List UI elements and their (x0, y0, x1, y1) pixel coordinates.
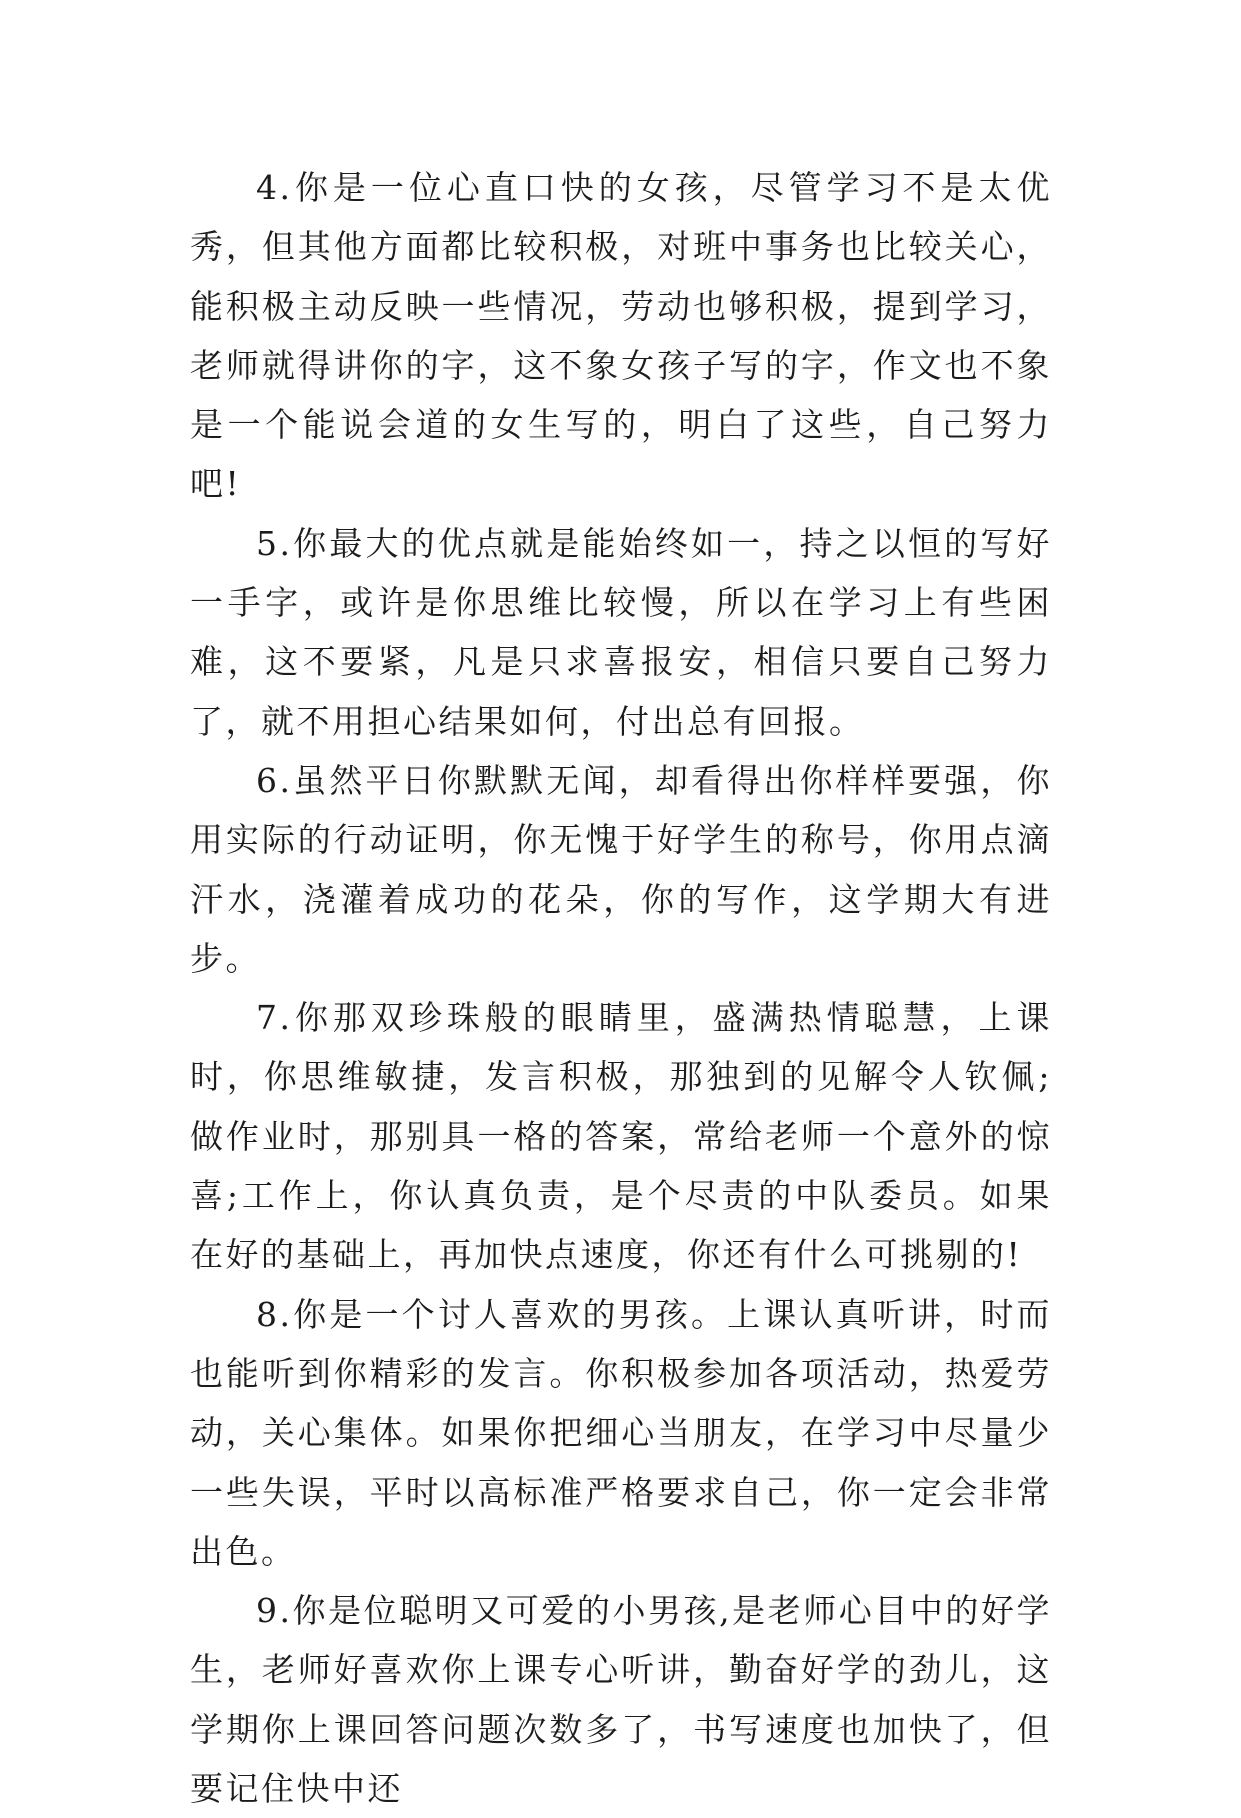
comment-paragraph-5: 5.你最大的优点就是能始终如一，持之以恒的写好一手字，或许是你思维比较慢，所以在学习上有些困难，这不要紧，凡是只求喜报安，相信只要自己努力了，就不用担心结果如何，付出总有回报。 (190, 523, 1052, 741)
comment-paragraph-8: 8.你是一个讨人喜欢的男孩。上课认真听讲，时而也能听到你精彩的发言。你积极参加各项活动，热爱劳动，关心集体。如果你把细心当朋友，在学习中尽量少一些失误，平时以高标准严格要求自己，你一定会非常出色。 (190, 1294, 1052, 1571)
comment-paragraph-9: 9.你是位聪明又可爱的小男孩,是老师心目中的好学生，老师好喜欢你上课专心听讲，勤奋好学的劲儿，这学期你上课回答问题次数多了，书写速度也加快了，但要记住快中还 (190, 1591, 1052, 1809)
document-body (190, 158, 1052, 1818)
comment-paragraph-4: 4.你是一位心直口快的女孩，尽管学习不是太优秀，但其他方面都比较积极，对班中事务也比较关心，能积极主动反映一些情况，劳动也够积极，提到学习，老师就得讲你的字，这不象女孩子写的字，作文也不象是一个能说会道的女生写的，明白了这些，自己努力吧! (190, 168, 1052, 504)
comment-paragraph-6: 6.虽然平日你默默无闻，却看得出你样样要强，你用实际的行动证明，你无愧于好学生的称号，你用点滴汗水，浇灌着成功的花朵，你的写作，这学期大有进步。 (190, 760, 1052, 978)
comment-paragraph-7: 7.你那双珍珠般的眼睛里，盛满热情聪慧，上课时，你思维敏捷，发言积极，那独到的见解令人钦佩;做作业时，那别具一格的答案，常给老师一个意外的惊喜;工作上，你认真负责，是个尽责的中队委员。如果在好的基础上，再加快点速度，你还有什么可挑剔的! (190, 998, 1052, 1275)
